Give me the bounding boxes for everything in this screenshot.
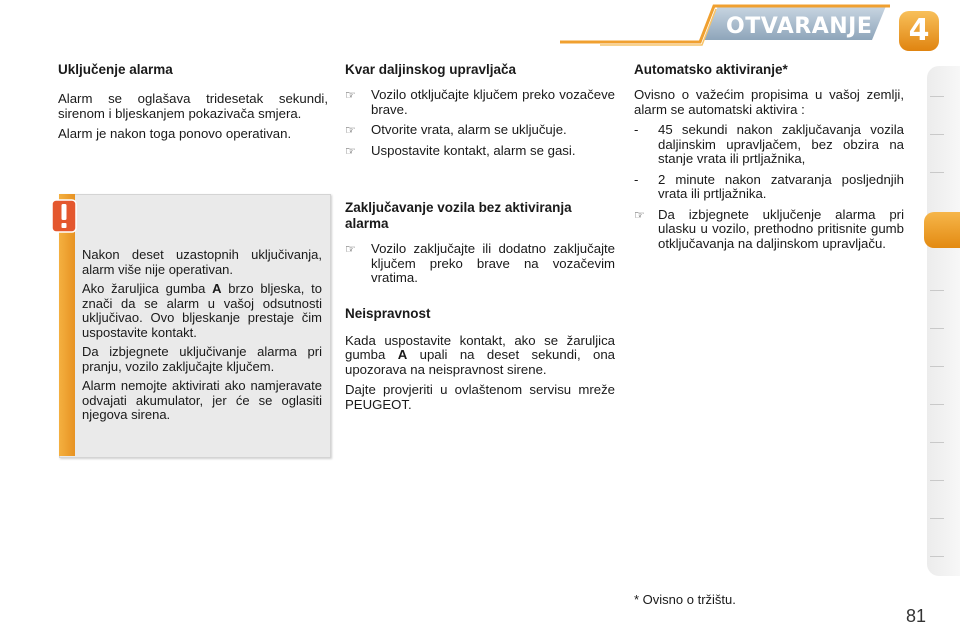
list-item-text: 45 sekundi nakon zaključavanja vozila daljinskim upravljačem, bez obzira na stanje vrata ili prtljažnika, xyxy=(658,122,904,166)
list-item-text: Vozilo otključajte ključem preko vozačeve brave. xyxy=(371,87,615,117)
list-item-text: Vozilo zaključajte ili dodatno zaključajte ključem preko brave na vozačevim vratima. xyxy=(371,241,615,285)
list-item-text: 2 minute nakon zatvaranja posljednjih vrata ili prtljažnika. xyxy=(658,171,904,201)
warning-text xyxy=(82,248,322,428)
chapter-number: 4 xyxy=(908,13,930,48)
column-alarm-triggering xyxy=(58,62,328,148)
tab-divider xyxy=(930,172,944,173)
paragraph xyxy=(82,282,322,340)
list-item xyxy=(345,242,615,286)
list-item xyxy=(634,208,904,252)
paragraph: Nakon deset uzastopnih uključivanja, alarm više nije operativan. xyxy=(82,247,322,277)
paragraph: Da izbjegnete uključivanje alarma pri pranju, vozilo zaključajte ključem. xyxy=(82,344,322,374)
pointing-hand-icon: ☞ xyxy=(345,123,356,137)
exclamation-warning-icon xyxy=(51,199,77,233)
tab-divider xyxy=(930,404,944,405)
button-label-a: A xyxy=(212,281,222,296)
section-heading: Zaključavanje vozila bez aktiviranja alarma xyxy=(345,200,572,231)
dash-marker: - xyxy=(634,122,639,137)
paragraph: Alarm se oglašava tridesetak sekundi, sirenom i bljeskanjem pokazivača smjera. xyxy=(58,91,328,121)
tab-divider xyxy=(930,518,944,519)
column-remote-failure xyxy=(345,62,615,418)
section-heading: Uključenje alarma xyxy=(58,62,173,77)
list-item-text: Otvorite vrata, alarm se uključuje. xyxy=(371,122,567,137)
list-item-text: Da izbjegnete uključenje alarma pri ulasku u vozilo, prethodno pritisnite gumb otključavanja na daljinskom upravljaču. xyxy=(658,206,904,251)
pointing-hand-icon: ☞ xyxy=(345,88,356,102)
active-chapter-tab xyxy=(924,212,960,248)
paragraph: Alarm je nakon toga ponovo operativan. xyxy=(58,126,292,141)
tab-divider xyxy=(930,134,944,135)
section-heading: Kvar daljinskog upravljača xyxy=(345,62,517,77)
text-span: upali na deset sekundi, ona upozorava na neispravnost sirene. xyxy=(345,347,615,377)
column-automatic-activation xyxy=(634,62,904,257)
list-item xyxy=(345,123,615,138)
chapter-tab-rail xyxy=(927,66,960,576)
list-item xyxy=(634,173,904,202)
paragraph: Alarm nemojte aktivirati ako namjeravate odvajati akumulator, jer će se oglasiti njegova sirena. xyxy=(82,378,322,422)
text-span: brzo bljeska, to znači da se alarm u vašoj odsutnosti uključivao. Ovo bljeskanje prestaje čim uspostavite kontakt. xyxy=(82,281,323,340)
list-item-text: Uspostavite kontakt, alarm se gasi. xyxy=(371,142,576,158)
tab-divider xyxy=(930,442,944,443)
tab-divider xyxy=(930,480,944,481)
list-item xyxy=(345,88,615,117)
tab-divider xyxy=(930,366,944,367)
button-label-a: A xyxy=(397,347,408,362)
paragraph: Ovisno o važećim propisima u vašoj zemlji, alarm se automatski aktivira : xyxy=(634,87,904,117)
paragraph xyxy=(345,334,615,378)
pointing-hand-icon: ☞ xyxy=(345,143,356,158)
chapter-title: OTVARANJE xyxy=(726,14,873,39)
tab-divider xyxy=(930,328,944,329)
warning-accent-strip xyxy=(59,194,75,456)
list-item xyxy=(345,144,615,159)
pointing-hand-icon: ☞ xyxy=(345,242,356,256)
tab-divider xyxy=(930,290,944,291)
footnote: * Ovisno o tržištu. xyxy=(634,592,736,607)
tab-divider xyxy=(930,96,944,97)
dash-marker: - xyxy=(634,171,639,187)
text-span: Kada uspostavite kontakt, ako se žaruljica gumba xyxy=(345,332,615,362)
section-heading: Neispravnost xyxy=(345,305,431,321)
page-number: 81 xyxy=(906,606,927,626)
list-item xyxy=(634,123,904,167)
section-heading: Automatsko aktiviranje* xyxy=(634,62,788,77)
paragraph: Dajte provjeriti u ovlaštenom servisu mreže PEUGEOT. xyxy=(345,382,615,412)
text-span: Ako žaruljica gumba xyxy=(82,281,213,296)
pointing-hand-icon: ☞ xyxy=(634,207,645,222)
tab-divider xyxy=(930,556,944,557)
